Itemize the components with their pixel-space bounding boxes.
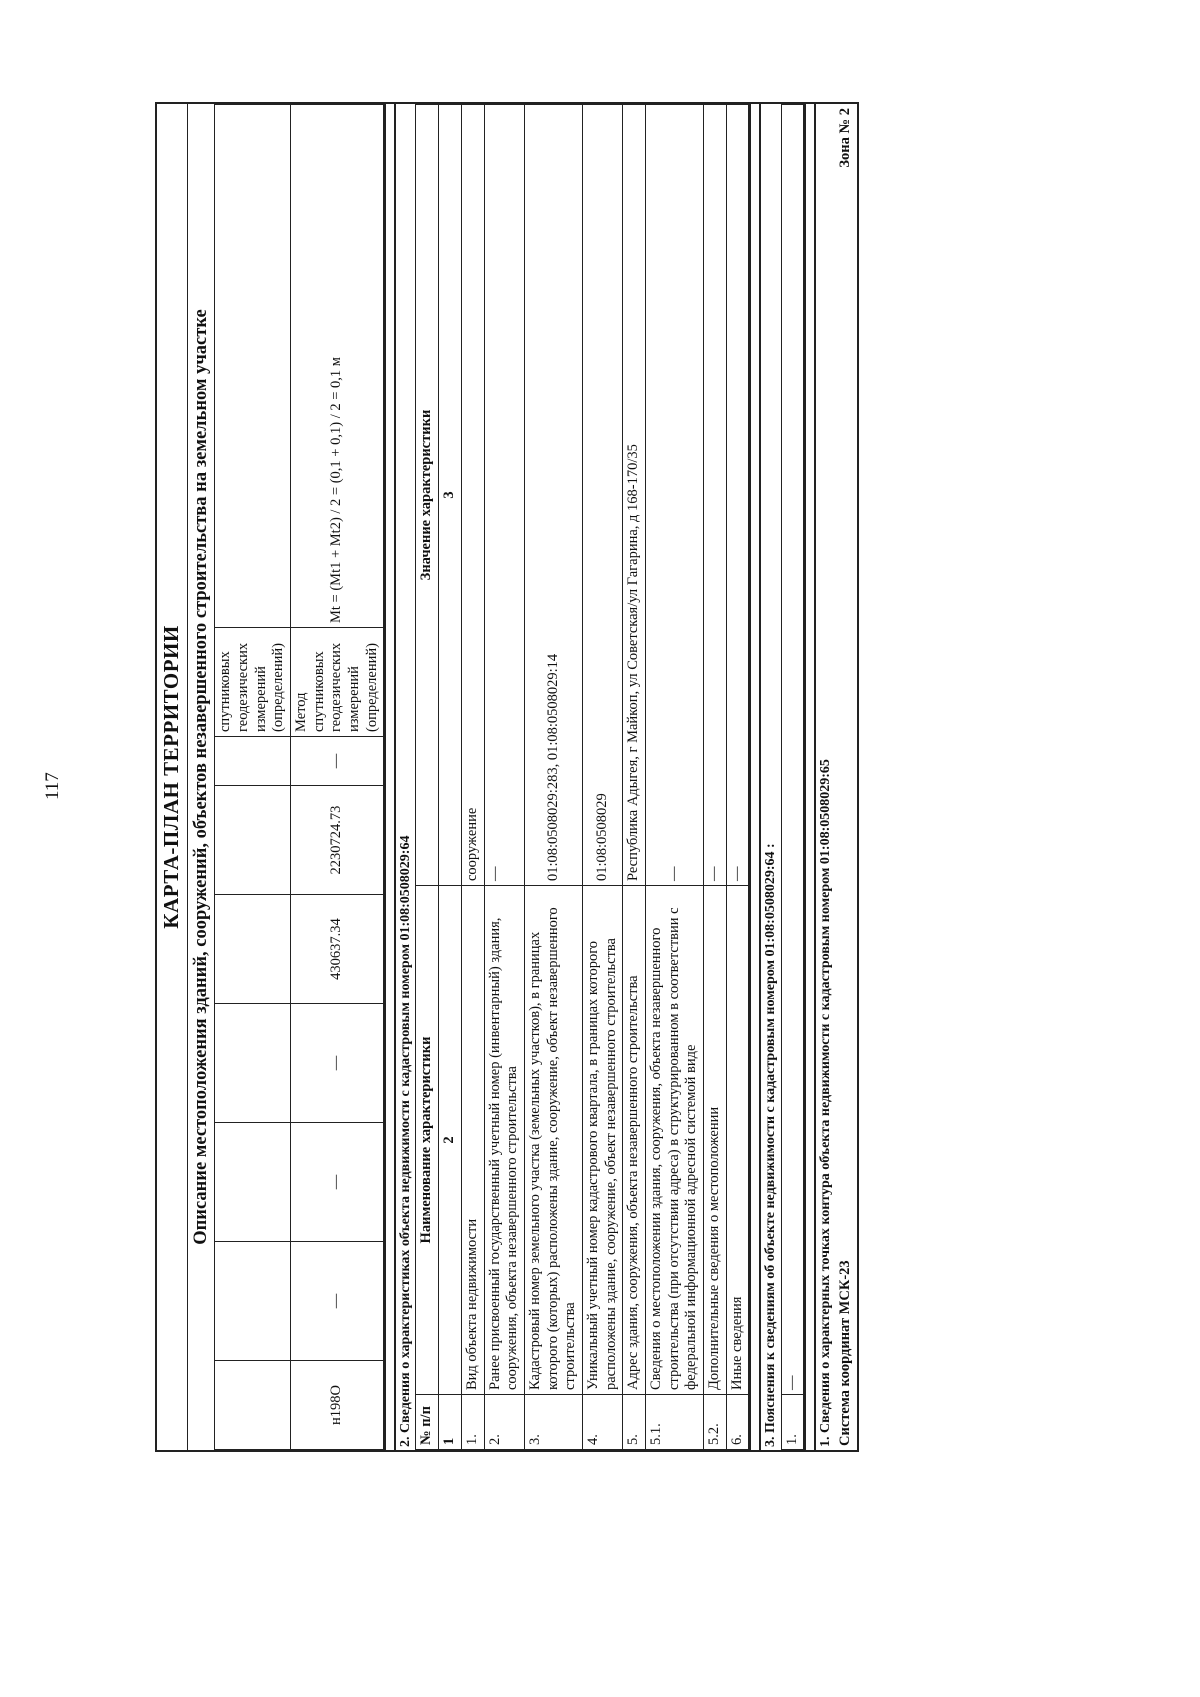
table-header-row: [416, 105, 439, 1450]
row-value: 01:08:0508029: [582, 105, 622, 886]
cell: [215, 737, 291, 786]
table-row: [646, 105, 704, 1450]
row-name: Вид объекта недвижимости: [461, 886, 484, 1395]
row-index: 6.: [726, 1395, 749, 1450]
title-frame: [155, 102, 386, 1452]
row-index: 5.2.: [704, 1395, 727, 1450]
row-name: Ранее присвоенный государственный учетный номер (инвентарный) здания, сооружения, объекта незавершенного строительства: [484, 886, 524, 1395]
column-header: Значение характеристики: [416, 105, 439, 886]
characteristics-table: [415, 104, 749, 1450]
page-number: 117: [42, 772, 63, 800]
table-number-row: [439, 105, 462, 1450]
table-row: [726, 105, 749, 1450]
row-index: 1.: [781, 1395, 804, 1450]
row-value: —: [726, 105, 749, 886]
coordinates-table: [214, 104, 384, 1450]
formula-cell: Mt = (Mt1 + Mt2) / 2 = (0,1 + 0,1) / 2 = 0,1 м: [290, 105, 383, 628]
column-number: 3: [439, 105, 462, 886]
zone-label: Зона № 2: [837, 108, 854, 168]
spacer: [386, 102, 394, 1452]
row-value: —: [646, 105, 704, 886]
column-number: 1: [439, 1395, 462, 1450]
method-cell: спутниковых геодезических измерений (определений): [215, 628, 291, 737]
coordinate-system-label: Система координат МСК-23: [837, 1260, 854, 1446]
cell: —: [290, 737, 383, 786]
explanations-table: [781, 104, 805, 1450]
row-name: Кадастровый номер земельного участка (земельных участков), в границах которого (которых) расположены здание, сооружение, объект незавершенного строительства: [524, 886, 582, 1395]
spacer: [751, 102, 759, 1452]
row-index: 1.: [461, 1395, 484, 1450]
column-header: Наименование характеристики: [416, 886, 439, 1395]
row-index: 5.1.: [646, 1395, 704, 1450]
table-row: [524, 105, 582, 1450]
cell: —: [290, 1242, 383, 1361]
section-3-heading: 3. Пояснения к сведениям об объекте недвижимости с кадастровым номером 01:08:0508029:64 :: [763, 843, 779, 1447]
cell: —: [290, 1123, 383, 1242]
row-index: 4.: [582, 1395, 622, 1450]
section-2-heading: 2. Сведения о характеристиках объекта недвижимости с кадастровым номером 01:08:0508029:64: [398, 835, 414, 1447]
column-number: 2: [439, 886, 462, 1395]
cell: —: [290, 1004, 383, 1123]
point-cell: [215, 1361, 291, 1450]
row-index: 3.: [524, 1395, 582, 1450]
row-name: Иные сведения: [726, 886, 749, 1395]
coordinate-system-table: [835, 104, 857, 1450]
y-coordinate-cell: 2230724.73: [290, 786, 383, 895]
x-coordinate-cell: 430637.34: [290, 895, 383, 1004]
spacer: [806, 102, 814, 1452]
table-row: [781, 105, 804, 1450]
row-index: 5.: [623, 1395, 646, 1450]
table-row: [461, 105, 484, 1450]
cell: [215, 1004, 291, 1123]
row-name: Уникальный учетный номер кадастрового квартала, в границах которого расположены здание, сооружение, объект незавершенного строительства: [582, 886, 622, 1395]
cell: [215, 1123, 291, 1242]
table-row: [835, 104, 857, 1450]
table-row: [290, 105, 383, 1450]
document-sheet: [155, 102, 965, 1452]
row-value: —: [781, 105, 804, 1395]
table-row: [704, 105, 727, 1450]
page-title: КАРТА-ПЛАН ТЕРРИТОРИИ: [157, 104, 188, 1450]
section-1-heading: 1. Сведения о характерных точках контура объекта недвижимости с кадастровым номером 01:08:0508029:65: [818, 759, 834, 1447]
page-subtitle: Описание местоположения зданий, сооружений, объектов незавершенного строительства на земельном участке: [190, 309, 211, 1245]
row-value: 01:08:0508029:283, 01:08:0508029:14: [524, 105, 582, 886]
cell: [215, 1242, 291, 1361]
point-cell: н198О: [290, 1361, 383, 1450]
formula-cell: [215, 105, 291, 628]
cell: [215, 786, 291, 895]
row-name: Сведения о местоположении здания, сооружения, объекта незавершенного строительства (при отсутствии адреса) в структурированном в соответствии с федеральной информационной адресной системой виде: [646, 886, 704, 1395]
cell: [215, 895, 291, 1004]
table-row: [623, 105, 646, 1450]
method-cell: Метод спутниковых геодезических измерений (определений): [290, 628, 383, 737]
section-1: [814, 102, 859, 1452]
row-value: —: [704, 105, 727, 886]
row-name: Адрес здания, сооружения, объекта незавершенного строительства: [623, 886, 646, 1395]
row-value: сооружение: [461, 105, 484, 886]
row-index: 2.: [484, 1395, 524, 1450]
column-header: № п/п: [416, 1395, 439, 1450]
section-3: [759, 102, 806, 1452]
table-row: [484, 105, 524, 1450]
row-value: Республика Адыгея, г Майкоп, ул Советская/ул Гагарина, д 168-170/35: [623, 105, 646, 886]
row-value: —: [484, 105, 524, 886]
row-name: Дополнительные сведения о местоположении: [704, 886, 727, 1395]
table-row: [215, 105, 291, 1450]
table-row: [582, 105, 622, 1450]
section-2: [394, 102, 751, 1452]
